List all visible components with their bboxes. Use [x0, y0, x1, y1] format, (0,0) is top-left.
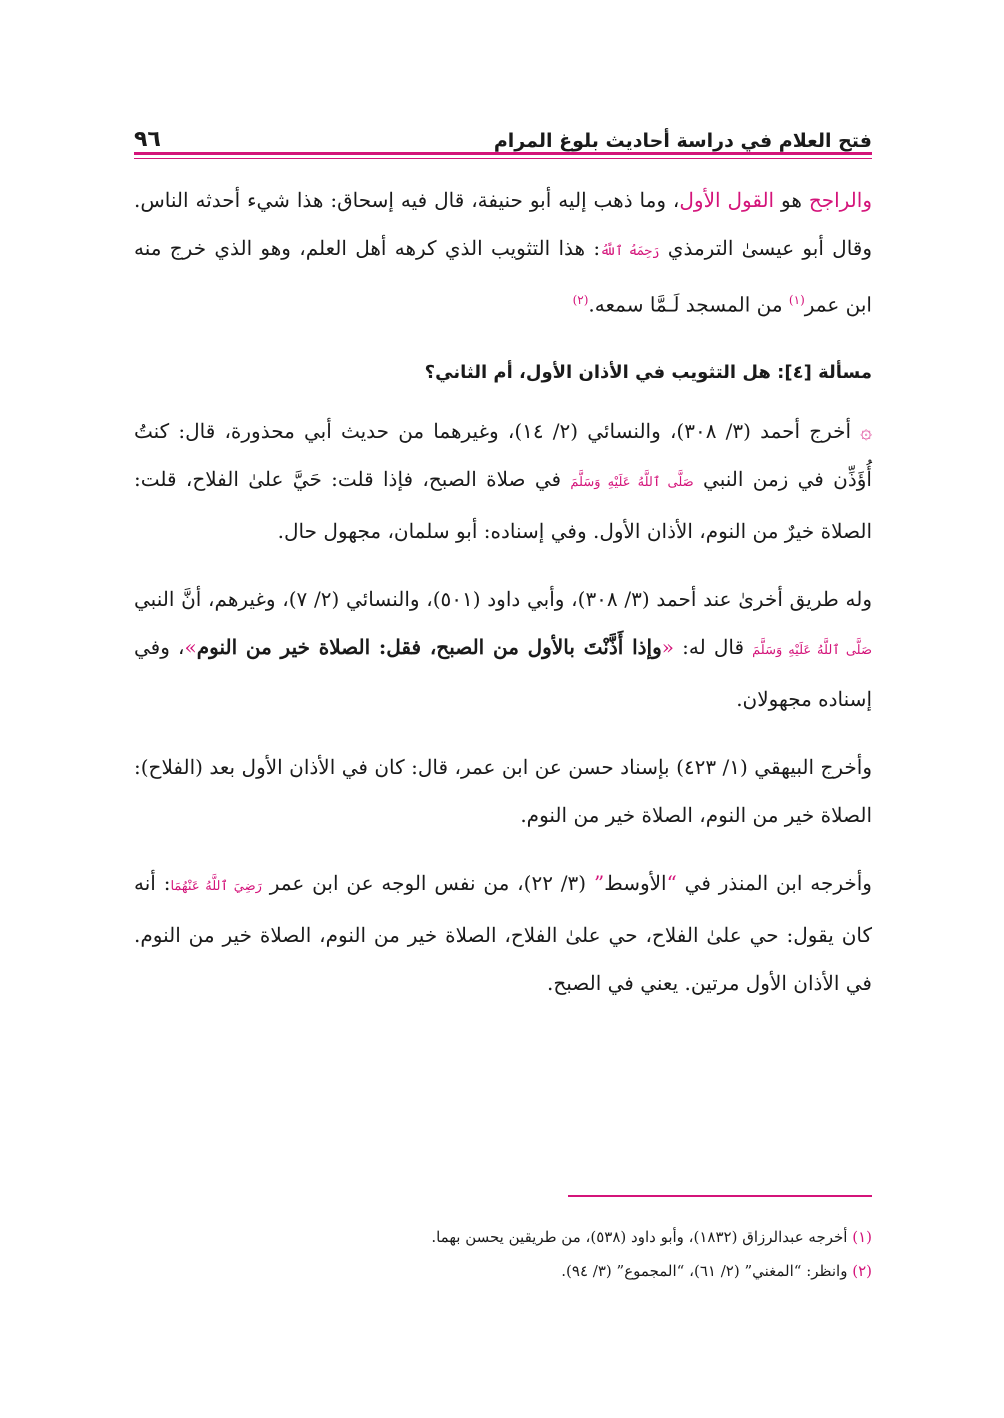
footnotes — [134, 1220, 872, 1288]
footnote-separator — [568, 1195, 872, 1197]
header-rule-thick — [134, 152, 872, 155]
section-heading: مسألة [٤]: هل التثويب في الأذان الأول، أم الثاني؟ — [424, 361, 872, 383]
footnote-1: (١) أخرجه عبدالرزاق (١٨٣٢)، وأبو داود (٥٣٨)، من طريقين يحسن بهما. — [431, 1228, 872, 1246]
page-number: ٩٦ — [134, 127, 161, 152]
book-title: فتح العلام في دراسة أحاديث بلوغ المرام — [493, 130, 872, 152]
term-first-opinion: القول الأول — [679, 188, 775, 212]
page-header — [134, 118, 872, 152]
paragraph-other-route: وله طريق أخرىٰ عند أحمد (٣/ ٣٠٨)، وأبي داود (٥٠١)، والنسائي (٢/ ٧)، وغيرهم، أنَّ النبي صَلَّى ٱللَّهُ عَلَيْهِ وَسَلَّمَ قال له: «وإذا أَذَّنْتَ بالأول من الصبح، فقل: الصلاة خير من النوم»، وفي إسناده مجهولان. — [134, 586, 873, 711]
star-ornament-icon: ۞ — [860, 418, 872, 443]
book-name: الأوسط — [604, 870, 667, 895]
radiya-glyph: رَضِيَ ٱللَّهُ عَنْهُمَا — [170, 878, 262, 894]
honorific-glyph: رَحِمَهُ ٱللَّهُ — [600, 244, 660, 259]
paragraph-bayhaqi: وأخرج البيهقي (١/ ٤٢٣) بإسناد حسن عن ابن عمر، قال: كان في الأذان الأول بعد (الفلاح): الصلاة خير من النوم، الصلاة خير من النوم. — [134, 754, 872, 827]
footnote-ref-1[interactable]: (١) — [788, 293, 805, 307]
main-text — [134, 176, 872, 1007]
footnote-ref-2[interactable]: (٢) — [572, 293, 589, 307]
paragraph-abu-mahdhura: ۞ أخرج أحمد (٣/ ٣٠٨)، والنسائي (٢/ ١٤)، وغيرهما من حديث أبي محذورة، قال: كنتُ أُؤَذِّن في زمن النبي صَلَّى ٱللَّهُ عَلَيْهِ وَسَلَّمَ في صلاة الصبح، فإذا قلت: حَيَّ علىٰ الفلاح، قلت: الصلاة خيرٌ من النوم، الأذان الأول. وفي إسناده: أبو سلمان، مجهول حال. — [134, 418, 872, 543]
hadith-quote: وإذا أَذَّنْتَ بالأول من الصبح، فقل: الصلاة خير من النوم — [196, 634, 662, 659]
term-preferred: والراجح — [808, 188, 872, 212]
header-rule-thin — [134, 158, 872, 159]
salawat-glyph: صَلَّى ٱللَّهُ عَلَيْهِ وَسَلَّمَ — [570, 474, 694, 490]
paragraph-preferred-opinion: والراجح هو القول الأول، وما ذهب إليه أبو حنيفة، قال فيه إسحاق: هذا شيء أحدثه الناس. وقال أبو عيسىٰ الترمذي رَحِمَهُ ٱللَّهُ: هذا التثويب الذي كرهه أهل العلم، وهو الذي خرج منه ابن عمر$^{(١)}$ من المسجد لَـمَّا سمعه.$^{(٢)}$ — [134, 188, 873, 317]
paragraph-ibn-mundhir: وأخرجه ابن المنذر في “الأوسط” (٣/ ٢٢)، من نفس الوجه عن ابن عمر رَضِيَ ٱللَّهُ عَنْهُمَا: أنه كان يقول: حي علىٰ الفلاح، حي علىٰ الفلاح، الصلاة خير من النوم، الصلاة خير من النوم. في الأذان الأول مرتين. يعني في الصبح. — [134, 870, 872, 995]
salawat-glyph: صَلَّى ٱللَّهُ عَلَيْهِ وَسَلَّمَ — [752, 642, 873, 658]
footnote-2: (٢) وانظر: “المغني” (٢/ ٦١)، “المجموع” (٣/ ٩٤). — [561, 1262, 872, 1280]
